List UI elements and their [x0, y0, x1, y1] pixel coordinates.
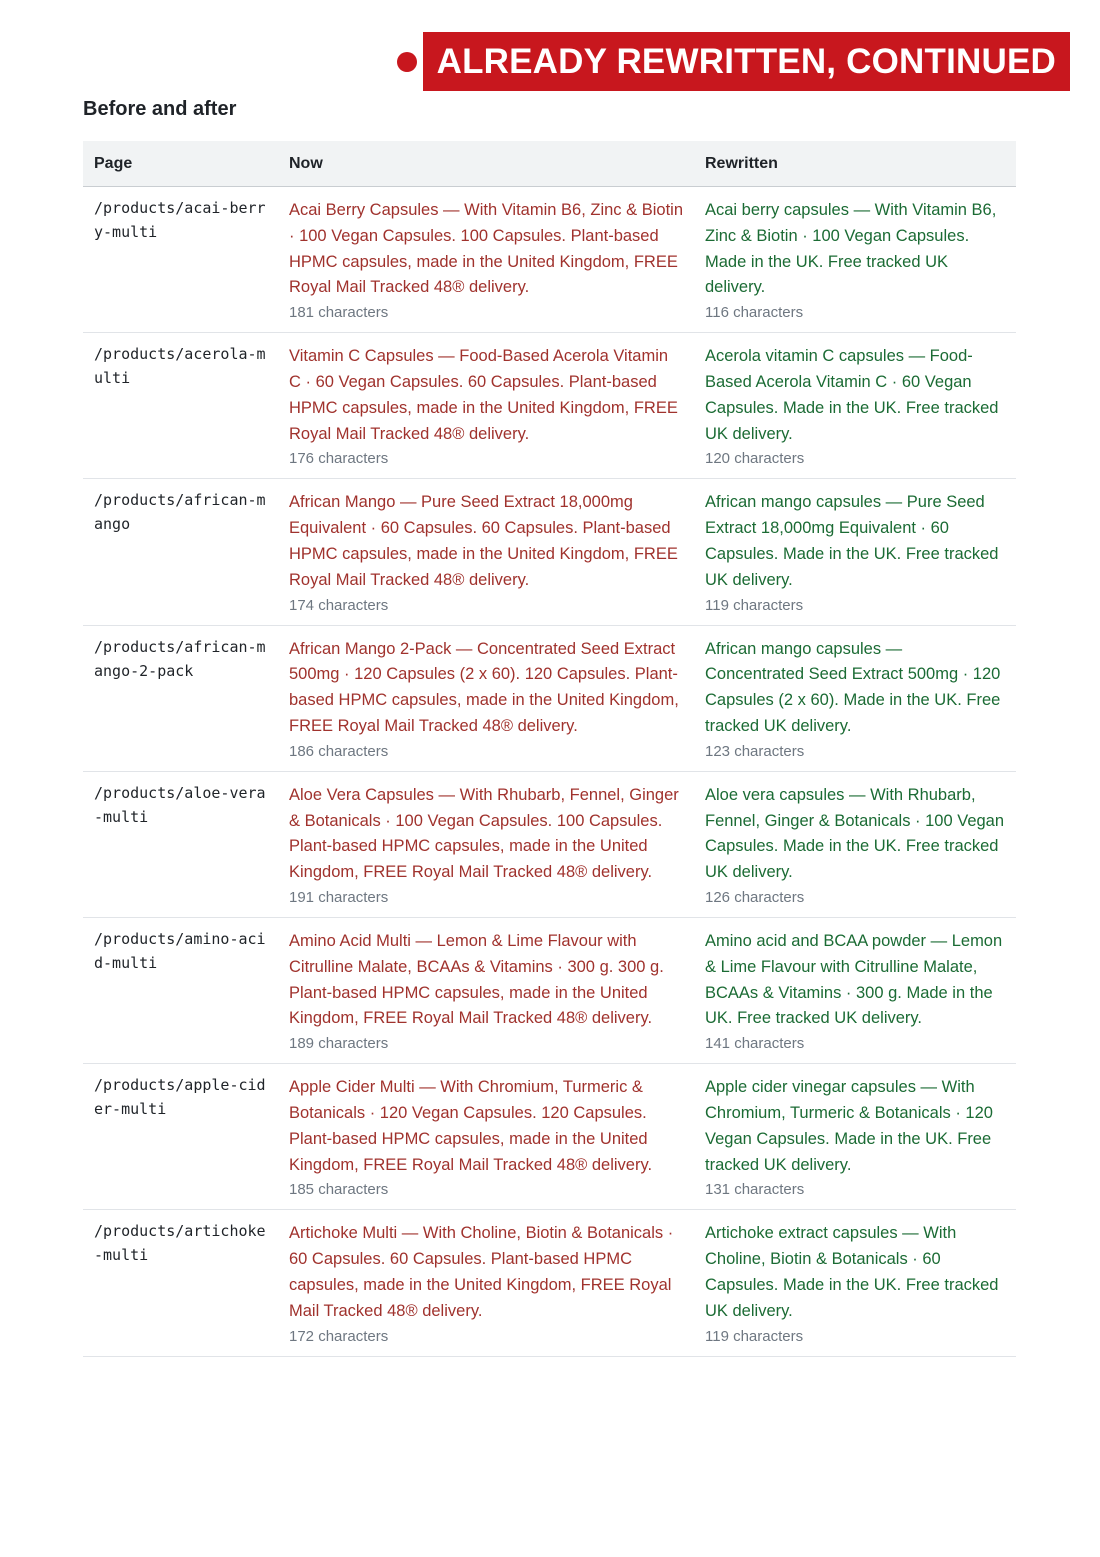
rewritten-cell	[694, 1210, 1016, 1356]
rewritten-text: Acerola vitamin C capsules — Food-Based Acerola Vitamin C · 60 Vegan Capsules. Made in the UK. Free tracked UK delivery.	[705, 347, 999, 443]
rewritten-text: African mango capsules — Pure Seed Extract 18,000mg Equivalent · 60 Capsules. Made in the UK. Free tracked UK delivery.	[705, 493, 999, 589]
table-row	[83, 1064, 1016, 1210]
now-cell	[278, 625, 694, 771]
page-path: /products/african-mango	[83, 479, 278, 625]
column-header-rewritten: Rewritten	[694, 141, 1016, 187]
now-text: Amino Acid Multi — Lemon & Lime Flavour with Citrulline Malate, BCAAs & Vitamins · 300 g. 300 g. Plant-based HPMC capsules, made in the United Kingdom, FREE Royal Mail Tracked 48® delivery.	[289, 931, 664, 1028]
now-text: Acai Berry Capsules — With Vitamin B6, Zinc & Biotin · 100 Vegan Capsules. 100 Capsules. Plant-based HPMC capsules, made in the United Kingdom, FREE Royal Mail Tracked 48® delivery.	[289, 201, 684, 297]
rewritten-character-count: 116 characters	[705, 304, 804, 322]
table-row	[83, 917, 1016, 1063]
now-cell	[278, 917, 694, 1063]
rewritten-text: Artichoke extract capsules — With Choline, Biotin & Botanicals · 60 Capsules. Made in the UK. Free tracked UK delivery.	[705, 1224, 999, 1320]
rewritten-cell	[694, 771, 1016, 917]
now-text: African Mango — Pure Seed Extract 18,000mg Equivalent · 60 Capsules. 60 Capsules. Plant-based HPMC capsules, made in the United Kingdom, FREE Royal Mail Tracked 48® delivery.	[289, 493, 678, 589]
now-text: African Mango 2-Pack — Concentrated Seed Extract 500mg · 120 Capsules (2 x 60). 120 Capsules. Plant-based HPMC capsules, made in the United Kingdom, FREE Royal Mail Tracked 48® delivery.	[289, 639, 679, 735]
now-cell	[278, 1064, 694, 1210]
rewritten-text: Amino acid and BCAA powder — Lemon & Lime Flavour with Citrulline Malate, BCAAs & Vitamins · 300 g. Made in the UK. Free tracked UK delivery.	[705, 931, 1003, 1028]
now-character-count: 189 characters	[289, 1035, 389, 1053]
column-header-page: Page	[83, 141, 278, 187]
rewritten-character-count: 120 characters	[705, 450, 805, 468]
rewritten-character-count: 119 characters	[705, 596, 804, 614]
rewritten-cell	[694, 625, 1016, 771]
rewritten-character-count: 123 characters	[705, 742, 805, 760]
comparison-table	[83, 141, 1016, 1357]
table-row	[83, 771, 1016, 917]
now-character-count: 176 characters	[289, 450, 389, 468]
now-character-count: 172 characters	[289, 1327, 389, 1345]
now-cell	[278, 333, 694, 479]
rewritten-character-count: 126 characters	[705, 888, 805, 906]
page-path: /products/amino-acid-multi	[83, 917, 278, 1063]
column-header-now: Now	[278, 141, 694, 187]
now-cell	[278, 479, 694, 625]
table-row	[83, 625, 1016, 771]
page-path: /products/apple-cider-multi	[83, 1064, 278, 1210]
rewritten-text: Aloe vera capsules — With Rhubarb, Fennel, Ginger & Botanicals · 100 Vegan Capsules. Made in the UK. Free tracked UK delivery.	[705, 785, 1005, 882]
page-path: /products/african-mango-2-pack	[83, 625, 278, 771]
rewritten-cell	[694, 187, 1016, 333]
now-character-count: 185 characters	[289, 1181, 389, 1199]
red-dot-icon	[397, 52, 417, 72]
now-cell	[278, 771, 694, 917]
now-character-count: 191 characters	[289, 888, 389, 906]
banner-label: ALREADY REWRITTEN, CONTINUED	[423, 32, 1070, 91]
table-row	[83, 187, 1016, 333]
now-text: Artichoke Multi — With Choline, Biotin & Botanicals · 60 Capsules. 60 Capsules. Plant-based HPMC capsules, made in the United Kingdom, FREE Royal Mail Tracked 48® delivery.	[289, 1224, 674, 1320]
rewritten-character-count: 131 characters	[705, 1181, 805, 1199]
now-character-count: 181 characters	[289, 304, 389, 322]
page-path: /products/acai-berry-multi	[83, 187, 278, 333]
rewritten-character-count: 119 characters	[705, 1327, 804, 1345]
banner	[397, 32, 1070, 91]
now-character-count: 186 characters	[289, 742, 389, 760]
rewritten-cell	[694, 479, 1016, 625]
table-row	[83, 333, 1016, 479]
rewritten-cell	[694, 333, 1016, 479]
rewritten-cell	[694, 917, 1016, 1063]
rewritten-cell	[694, 1064, 1016, 1210]
table-header-row	[83, 141, 1016, 187]
now-character-count: 174 characters	[289, 596, 389, 614]
now-cell	[278, 1210, 694, 1356]
page-path: /products/artichoke-multi	[83, 1210, 278, 1356]
now-text: Apple Cider Multi — With Chromium, Turmeric & Botanicals · 120 Vegan Capsules. 120 Capsules. Plant-based HPMC capsules, made in the United Kingdom, FREE Royal Mail Tracked 48® delivery.	[289, 1078, 653, 1174]
rewritten-text: Acai berry capsules — With Vitamin B6, Zinc & Biotin · 100 Vegan Capsules. Made in the UK. Free tracked UK delivery.	[705, 201, 997, 297]
page-path: /products/aloe-vera-multi	[83, 771, 278, 917]
section-title: Before and after	[83, 98, 237, 120]
rewritten-character-count: 141 characters	[705, 1035, 805, 1053]
page-path: /products/acerola-multi	[83, 333, 278, 479]
table-row	[83, 1210, 1016, 1356]
now-cell	[278, 187, 694, 333]
now-text: Aloe Vera Capsules — With Rhubarb, Fennel, Ginger & Botanicals · 100 Vegan Capsules. 100 Capsules. Plant-based HPMC capsules, made in the United Kingdom, FREE Royal Mail Tracked 48® delivery.	[289, 785, 679, 882]
rewritten-text: Apple cider vinegar capsules — With Chromium, Turmeric & Botanicals · 120 Vegan Capsules. Made in the UK. Free tracked UK delivery.	[705, 1078, 993, 1174]
now-text: Vitamin C Capsules — Food-Based Acerola Vitamin C · 60 Vegan Capsules. 60 Capsules. Plant-based HPMC capsules, made in the United Kingdom, FREE Royal Mail Tracked 48® delivery.	[289, 347, 678, 443]
table-row	[83, 479, 1016, 625]
rewritten-text: African mango capsules — Concentrated Seed Extract 500mg · 120 Capsules (2 x 60). Made in the UK. Free tracked UK delivery.	[705, 639, 1001, 735]
